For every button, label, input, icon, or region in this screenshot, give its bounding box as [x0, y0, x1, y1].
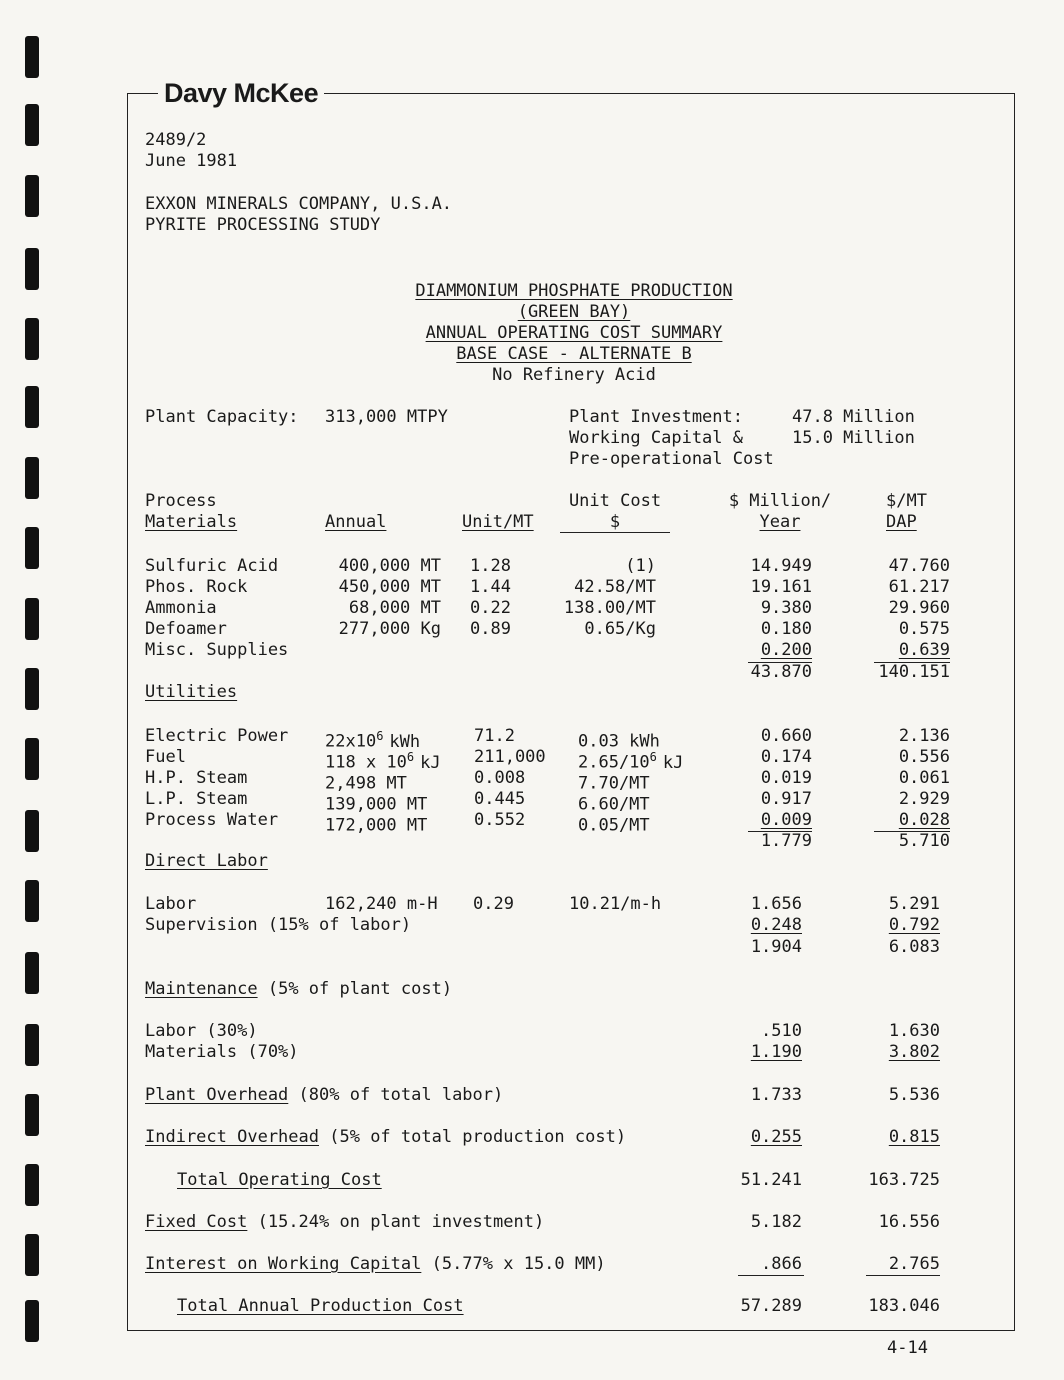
col-unit-mt: Unit/MT: [462, 512, 534, 532]
labor-million: 1.656: [750, 894, 802, 914]
maintenance-note: (5% of plant cost): [267, 979, 453, 999]
investment-value: 47.8 Million: [792, 407, 915, 427]
labor-total-permt: 6.083: [888, 937, 940, 957]
maint-labor-name: Labor (30%): [145, 1021, 258, 1041]
utility-name: H.P. Steam: [145, 768, 248, 788]
fixed-cost-row: [145, 1212, 544, 1233]
binder-hole: [25, 527, 39, 569]
material-annual: 277,000 Kg: [338, 619, 441, 639]
direct-labor-heading: Direct Labor: [145, 851, 268, 871]
material-million: 0.180: [760, 619, 812, 639]
total-operating-label: Total Operating Cost: [177, 1170, 382, 1190]
utility-permt: 0.028: [898, 810, 950, 830]
binder-hole: [25, 1094, 39, 1136]
utility-unit: 71.2: [474, 726, 515, 746]
col-year: Year: [759, 512, 801, 532]
utility-million: 0.019: [760, 768, 812, 788]
utility-annual-unit: kJ: [420, 752, 441, 773]
doc-date: June 1981: [145, 151, 238, 171]
labor-unit: 0.29: [473, 894, 514, 914]
material-name: Sulfuric Acid: [145, 556, 279, 576]
plant-overhead-heading: Plant Overhead: [145, 1085, 289, 1105]
utility-million: 0.660: [760, 726, 812, 746]
material-permt: 29.960: [888, 598, 950, 618]
utility-cost-exponent: 6: [649, 750, 657, 764]
binder-hole: [25, 880, 39, 922]
utility-name: Fuel: [145, 747, 186, 767]
interest-row: [145, 1254, 606, 1275]
utility-permt: 0.061: [898, 768, 950, 788]
binder-hole: [25, 598, 39, 640]
labor-total-million: 1.904: [750, 937, 802, 957]
utility-annual-value: 172,000 MT: [325, 815, 428, 836]
material-cost: 42.58/MT: [574, 577, 656, 597]
title-line-4: BASE CASE - ALTERNATE B: [456, 344, 692, 364]
col-dap: DAP: [886, 512, 917, 532]
company-logo: Davy McKee: [158, 76, 324, 110]
total-annual-label: Total Annual Production Cost: [177, 1296, 464, 1316]
company-name: EXXON MINERALS COMPANY, U.S.A.: [145, 194, 453, 214]
material-million: 9.380: [760, 598, 812, 618]
utility-cost-value: 0.03 kWh: [578, 731, 660, 752]
utility-unit: 0.552: [474, 810, 526, 830]
capacity-label: Plant Capacity:: [145, 407, 299, 427]
labor-annual: 162,240 m-H: [325, 894, 438, 914]
material-annual: 68,000 MT: [348, 598, 441, 618]
utility-annual-value: 22x10: [325, 731, 377, 752]
working-capital-label: Working Capital &: [569, 428, 743, 448]
maint-labor-permt: 1.630: [888, 1021, 940, 1041]
fixed-cost-million: 5.182: [750, 1212, 802, 1232]
material-permt: 47.760: [888, 556, 950, 576]
utility-annual-unit: kWh: [389, 731, 421, 752]
title-line-1: DIAMMONIUM PHOSPHATE PRODUCTION: [415, 281, 733, 301]
total-operating-permt: 163.725: [868, 1170, 940, 1190]
col-unit-cost: Unit Cost: [568, 491, 662, 511]
labor-name: Labor: [145, 894, 197, 914]
col-materials: Materials: [145, 512, 238, 532]
plant-overhead-million: 1.733: [750, 1085, 802, 1105]
col-per-mt: $/MT: [886, 491, 927, 511]
interest-note: (5.77% x 15.0 MM): [431, 1254, 606, 1274]
doc-number: 2489/2: [145, 130, 207, 150]
materials-total-permt: 140.151: [878, 662, 950, 682]
utility-cost-value: 7.70/MT: [578, 773, 650, 794]
total-annual-permt: 183.046: [868, 1296, 940, 1316]
binder-hole: [25, 36, 39, 78]
binder-hole: [25, 104, 39, 146]
materials-total-million: 43.870: [750, 662, 812, 682]
fixed-cost-note: (15.24% on plant investment): [257, 1212, 545, 1232]
material-permt: 0.575: [898, 619, 950, 639]
total-annual-million: 57.289: [740, 1296, 802, 1316]
title-line-2: (GREEN BAY): [517, 302, 631, 322]
maint-materials-permt: 3.802: [888, 1042, 940, 1062]
supervision-million: 0.248: [750, 915, 802, 935]
binder-hole: [25, 1234, 39, 1276]
material-name: Phos. Rock: [145, 577, 248, 597]
material-unit: 0.89: [470, 619, 511, 639]
supervision-name: Supervision (15% of labor): [145, 915, 412, 935]
plant-overhead-permt: 5.536: [888, 1085, 940, 1105]
utility-million: 0.917: [760, 789, 812, 809]
material-unit: 0.22: [470, 598, 511, 618]
plant-overhead-note: (80% of total labor): [298, 1085, 504, 1105]
interest-million: .866: [761, 1254, 802, 1274]
binder-hole: [25, 386, 39, 428]
binder-hole: [25, 457, 39, 499]
utility-permt: 0.556: [898, 747, 950, 767]
preop-cost-label: Pre-operational Cost: [569, 449, 774, 469]
utility-annual-value: 139,000 MT: [325, 794, 428, 815]
indirect-overhead-note: (5% of total production cost): [329, 1127, 627, 1147]
indirect-overhead-permt: 0.815: [888, 1127, 940, 1147]
plant-overhead-row: [145, 1085, 503, 1106]
utility-name: Process Water: [145, 810, 279, 830]
utility-cost: [578, 810, 656, 837]
material-million: 0.200: [760, 640, 812, 660]
maint-materials-name: Materials (70%): [145, 1042, 299, 1062]
binder-hole: [25, 1164, 39, 1206]
supervision-permt: 0.792: [888, 915, 940, 935]
utility-unit: 0.445: [474, 789, 526, 809]
utilities-heading: Utilities: [145, 682, 238, 702]
utility-name: Electric Power: [145, 726, 289, 746]
binder-hole: [25, 175, 39, 217]
binder-hole: [25, 738, 39, 780]
binder-hole: [25, 1024, 39, 1066]
binder-hole: [25, 668, 39, 710]
maintenance-heading: Maintenance: [145, 979, 258, 999]
title-line-5: No Refinery Acid: [492, 365, 656, 385]
binder-hole: [25, 318, 39, 360]
utility-million: 0.009: [760, 810, 812, 830]
utility-cost-value: 6.60/MT: [578, 794, 650, 815]
material-cost: 0.65/Kg: [584, 619, 656, 639]
labor-permt: 5.291: [888, 894, 940, 914]
maint-labor-million: .510: [761, 1021, 802, 1041]
indirect-overhead-million: 0.255: [750, 1127, 802, 1147]
material-permt: 61.217: [888, 577, 950, 597]
total-operating-million: 51.241: [740, 1170, 802, 1190]
fixed-cost-permt: 16.556: [878, 1212, 940, 1232]
material-unit: 1.44: [470, 577, 511, 597]
utility-cost-value: 0.05/MT: [578, 815, 650, 836]
material-million: 19.161: [750, 577, 812, 597]
col-annual: Annual: [325, 512, 387, 532]
material-name: Ammonia: [145, 598, 217, 618]
study-name: PYRITE PROCESSING STUDY: [145, 215, 381, 235]
material-million: 14.949: [750, 556, 812, 576]
investment-label: Plant Investment:: [569, 407, 743, 427]
maint-materials-million: 1.190: [750, 1042, 802, 1062]
interest-heading: Interest on Working Capital: [145, 1254, 422, 1274]
material-cost: (1): [625, 556, 656, 576]
utilities-total-permt: 5.710: [898, 831, 950, 851]
material-name: Misc. Supplies: [145, 640, 289, 660]
binder-hole: [25, 810, 39, 852]
utility-annual-value: 2,498 MT: [325, 773, 407, 794]
interest-rule: [738, 1275, 804, 1276]
utility-annual-exponent: 6: [376, 729, 384, 743]
utility-cost-value: 2.65/10: [578, 752, 650, 773]
working-capital-value: 15.0 Million: [792, 428, 915, 448]
material-name: Defoamer: [145, 619, 227, 639]
material-annual: 400,000 MT: [338, 556, 441, 576]
utility-permt: 2.929: [898, 789, 950, 809]
material-annual: 450,000 MT: [338, 577, 441, 597]
utility-cost-unit: kJ: [662, 752, 684, 773]
utilities-total-million: 1.779: [760, 831, 812, 851]
utility-million: 0.174: [760, 747, 812, 767]
col-million: $ Million/: [728, 491, 832, 511]
title-line-3: ANNUAL OPERATING COST SUMMARY: [425, 323, 723, 343]
maintenance-row: [145, 979, 452, 1000]
utility-permt: 2.136: [898, 726, 950, 746]
interest-rule: [866, 1275, 940, 1276]
material-cost: 138.00/MT: [563, 598, 656, 618]
indirect-overhead-heading: Indirect Overhead: [145, 1127, 319, 1147]
binder-hole: [25, 1300, 39, 1342]
utility-unit: 0.008: [474, 768, 526, 788]
labor-cost: 10.21/m-h: [569, 894, 662, 914]
binder-hole: [25, 952, 39, 994]
utility-name: L.P. Steam: [145, 789, 248, 809]
fixed-cost-heading: Fixed Cost: [145, 1212, 248, 1232]
material-unit: 1.28: [470, 556, 511, 576]
binder-hole: [25, 248, 39, 290]
indirect-overhead-row: [145, 1127, 626, 1148]
utility-unit: 211,000: [474, 747, 546, 767]
capacity-value: 313,000 MTPY: [325, 407, 448, 427]
utility-annual-exponent: 6: [406, 750, 415, 764]
utility-annual: [325, 810, 433, 837]
col-dollar: $: [560, 512, 670, 533]
interest-permt: 2.765: [888, 1254, 940, 1274]
material-permt: 0.639: [898, 640, 950, 660]
col-process: Process: [145, 491, 217, 511]
utility-annual-value: 118 x 10: [325, 752, 407, 773]
page-number: 4-14: [887, 1338, 928, 1358]
